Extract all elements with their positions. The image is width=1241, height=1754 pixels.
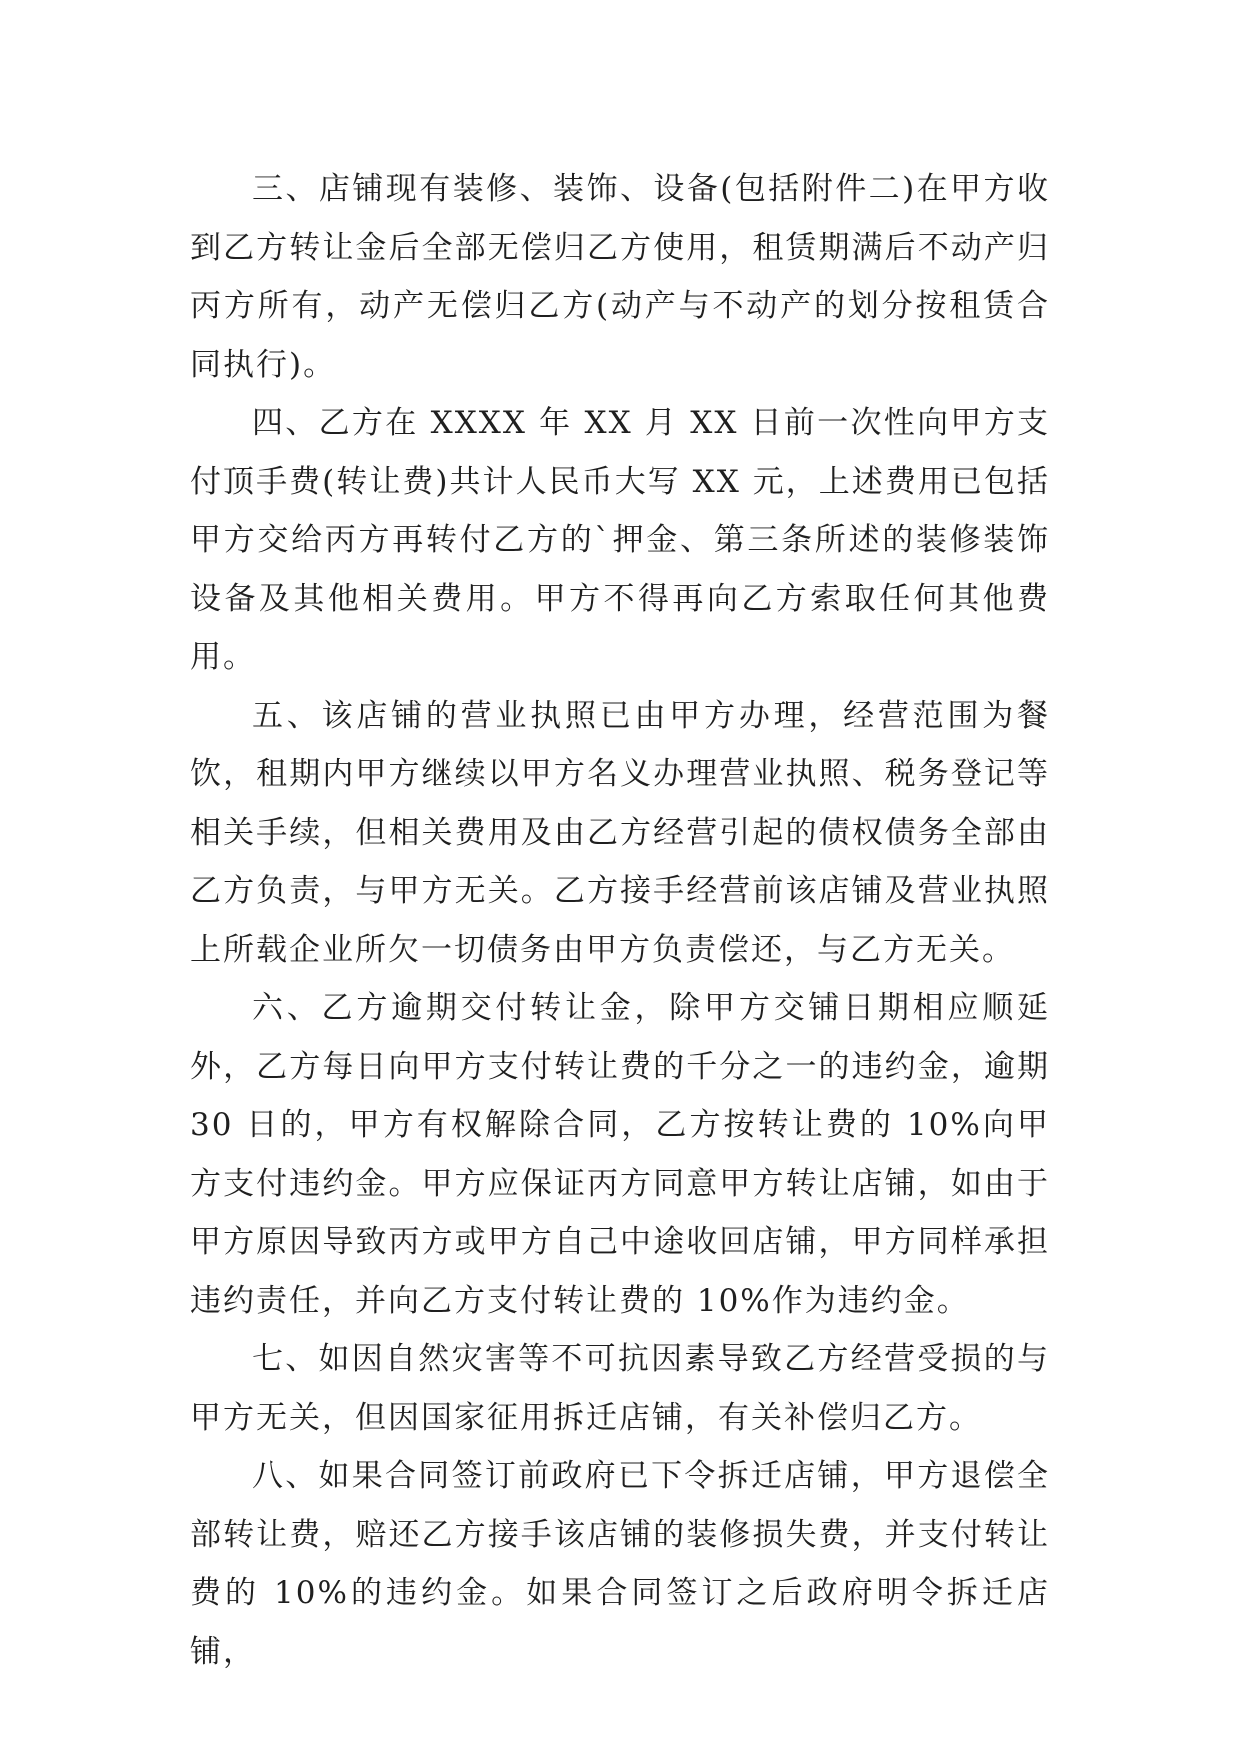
- clause-6-paragraph: 六、乙方逾期交付转让金，除甲方交铺日期相应顺延外，乙方每日向甲方支付转让费的千分之一的违约金，逾期 30 日的，甲方有权解除合同，乙方按转让费的 10%向甲方支付违约金。甲方应保证丙方同意甲方转让店铺，如由于甲方原因导致丙方或甲方自己中途收回店铺，甲方同样承担违约责任，并向乙方支付转让费的 10%作为违约金。: [190, 990, 1050, 1319]
- clause-4-paragraph: 四、乙方在 XXXX 年 XX 月 XX 日前一次性向甲方支付顶手费(转让费)共计人民币大写 XX 元，上述费用已包括甲方交给丙方再转付乙方的`押金、第三条所述的装修装饰设备及其他相关费用。甲方不得再向乙方索取任何其他费用。: [190, 405, 1050, 675]
- clause-8-paragraph: 八、如果合同签订前政府已下令拆迁店铺，甲方退偿全部转让费，赔还乙方接手该店铺的装修损失费，并支付转让费的 10%的违约金。如果合同签订之后政府明令拆迁店铺，: [190, 1458, 1050, 1670]
- document-body: [190, 160, 1050, 1681]
- clause-3-paragraph: 三、店铺现有装修、装饰、设备(包括附件二)在甲方收到乙方转让金后全部无偿归乙方使用，租赁期满后不动产归丙方所有，动产无偿归乙方(动产与不动产的划分按租赁合同执行)。: [190, 171, 1050, 383]
- clause-7-paragraph: 七、如因自然灾害等不可抗因素导致乙方经营受损的与甲方无关，但因国家征用拆迁店铺，有关补偿归乙方。: [190, 1341, 1050, 1436]
- clause-5-paragraph: 五、该店铺的营业执照已由甲方办理，经营范围为餐饮，租期内甲方继续以甲方名义办理营业执照、税务登记等相关手续，但相关费用及由乙方经营引起的债权债务全部由乙方负责，与甲方无关。乙方接手经营前该店铺及营业执照上所载企业所欠一切债务由甲方负责偿还，与乙方无关。: [190, 697, 1050, 968]
